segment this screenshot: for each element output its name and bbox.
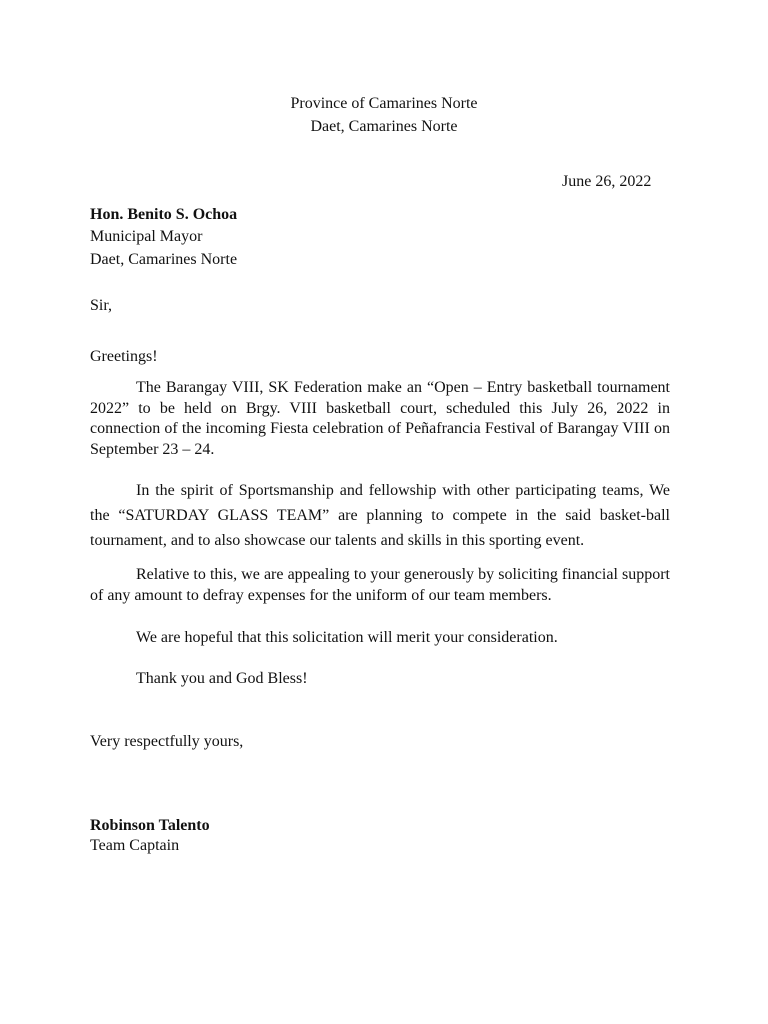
body-paragraph-5: Thank you and God Bless! (136, 670, 308, 687)
recipient-name: Hon. Benito S. Ochoa (90, 206, 238, 223)
letter-date: June 26, 2022 (562, 173, 652, 190)
greeting: Greetings! (90, 348, 158, 365)
recipient-title: Municipal Mayor (90, 228, 203, 245)
recipient-address: Daet, Camarines Norte (90, 251, 238, 268)
body-paragraph-4: We are hopeful that this solicitation will merit your consideration. (136, 629, 558, 646)
signatory-title: Team Captain (90, 837, 180, 854)
body-paragraph-2: In the spirit of Sportsmanship and fellowship with other participating teams, We the “SATURDAY GLASS TEAM” are planning to compete in the said basket-ball tournament, and to also showcase our talents and skills in this sporting event. (90, 482, 670, 549)
salutation: Sir, (90, 297, 113, 314)
signatory-name: Robinson Talento (90, 817, 210, 834)
letterhead-province: Province of Camarines Norte (290, 95, 478, 112)
closing: Very respectfully yours, (90, 733, 244, 750)
body-paragraph-1: The Barangay VIII, SK Federation make an “Open – Entry basketball tournament 2022” to be held on Brgy. VIII basketball court, scheduled this July 26, 2022 in connection of the incoming Fiesta celebration of Peñafrancia Festival of Barangay VIII on September 23 – 24. (90, 379, 670, 458)
letterhead-city: Daet, Camarines Norte (310, 118, 458, 135)
body-paragraph-3: Relative to this, we are appealing to your generously by soliciting financial support of any amount to defray expenses for the uniform of our team members. (90, 566, 670, 604)
